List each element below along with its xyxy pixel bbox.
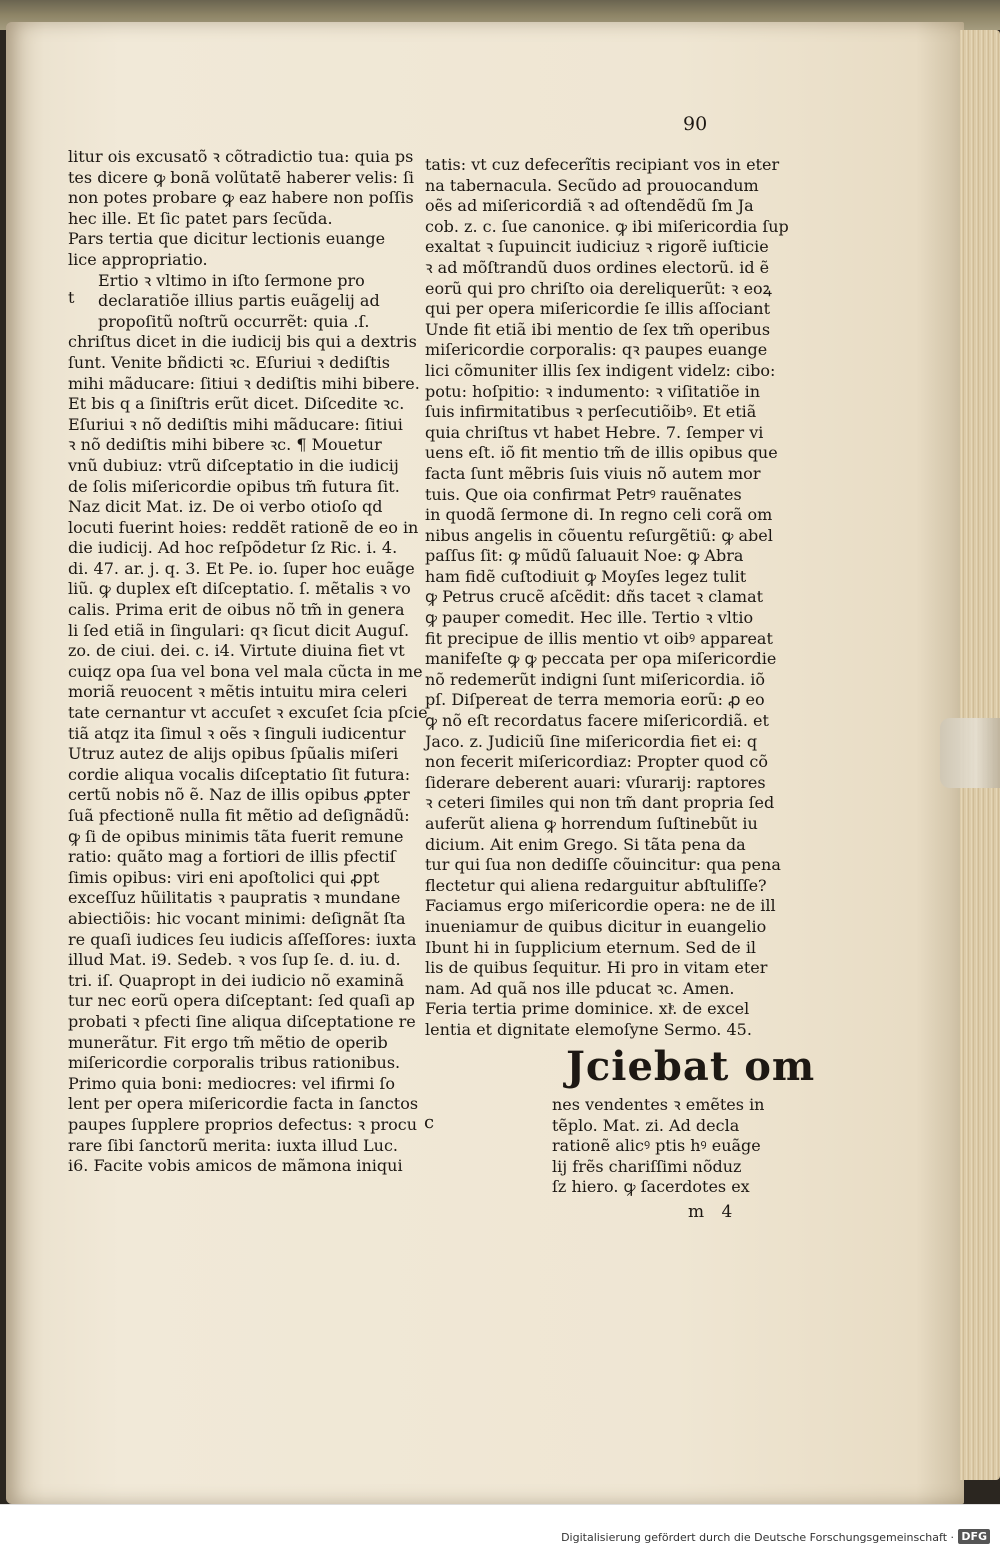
text-line: munerãtur. Fit ergo tm̃ mẽtio de operib	[68, 1032, 388, 1052]
text-line: tẽplo. Mat. zi. Ad decla	[552, 1115, 740, 1135]
text-line: paſſus ſit: ꝙ mũdũ ſaluauit Noe: ꝙ Abra	[425, 546, 744, 566]
text-line: in quodã ſermone di. In regno celi corã om	[425, 505, 773, 525]
text-line: lij frẽs chariſſimi nõduz	[552, 1156, 742, 1176]
margin-letter: t	[68, 288, 75, 307]
text-line: lice appropriatio.	[68, 249, 208, 269]
signature-mark: m 4	[688, 1202, 739, 1222]
text-line: ſimis opibus: viri eni apoſtolici qui ꝓpt	[68, 867, 380, 887]
text-line: propoſitũ noſtrũ occurrẽt: quia .ſ.	[98, 311, 370, 331]
text-line: pſ. Diſpereat de terra memoria eorũ: ꝓ eo	[425, 690, 765, 710]
text-line: non potes probare ꝙ eaz habere non poſſis	[68, 188, 414, 208]
text-line: oẽs ad miſericordiã ꝛ ad oſtendẽdũ ſm Ja	[425, 196, 754, 216]
text-line: tatis: vt cuz defecerĩtis recipiant vos in eter	[425, 155, 780, 174]
text-line: litur ois excusatõ ꝛ cõtradictio tua: quia ps	[68, 147, 414, 166]
text-line: exaltat ꝛ ſupuincit iudiciuz ꝛ rigorẽ iuſticie	[425, 237, 769, 257]
text-line: fit precipue de illis mentio vt oibꝰ appareat	[425, 628, 773, 648]
text-line: tes dicere ꝙ bonã volũtatẽ haberer velis: ſi	[68, 167, 415, 187]
heading-continuation-column	[552, 1095, 765, 1198]
text-line: die iudicij. Ad hoc reſpõdetur ſz Ric. i. 4.	[68, 538, 398, 558]
text-line: paupes ſupplere proprios defectus: ꝛ procu	[68, 1114, 417, 1134]
text-line: nibus angelis in cõuentu reſurgẽtiũ: ꝙ abel	[425, 525, 773, 545]
text-line: calis. Prima erit de oibus nõ tm̃ in genera	[68, 600, 405, 620]
text-line: tiã atqz ita ſimul ꝛ oẽs ꝛ ſinguli iudicentur	[68, 723, 406, 743]
text-line: miſericordie corporalis tribus rationibus.	[68, 1053, 401, 1073]
text-line: na tabernacula. Secũdo ad prouocandum	[425, 175, 759, 195]
initial-guide-letter: c	[424, 1112, 435, 1133]
text-line: lentia et dignitate elemoſyne Sermo. 45.	[425, 1019, 752, 1039]
text-line: Pars tertia que dicitur lectionis euange	[68, 229, 386, 249]
folio-number: 90	[683, 113, 708, 135]
text-line: non fecerit miſericordiaz: Propter quod cõ	[425, 752, 768, 772]
text-line: locuti fuerint hoies: reddẽt rationẽ de eo in	[68, 517, 419, 537]
text-line: Faciamus ergo miſericordie opera: ne de ill	[425, 896, 776, 916]
text-line: Et bis q a ſiniſtris erũt dicet. Diſcedite ꝛc.	[68, 394, 405, 414]
text-line: qui per opera miſericordie ſe illis aſſociant	[425, 299, 771, 319]
text-line: ꝙ nõ eſt recordatus facere miſericordiã. et	[425, 711, 769, 731]
text-line: tur qui ſua non dediſſe cõuincitur: qua pena	[425, 855, 781, 875]
text-line: nam. Ad quã nos ille pducat ꝛc. Amen.	[425, 978, 735, 998]
text-line: Unde fit etiã ibi mentio de ſex tm̃ operibus	[425, 319, 771, 339]
text-line: ratio: quãto mag a fortiori de illis pfectiſ	[68, 847, 396, 867]
text-line: cob. z. c. ſue canonice. ꝙ ibi miſericordia ſup	[425, 216, 789, 236]
text-line: certũ nobis nõ ẽ. Naz de illis opibus ꝓpter	[68, 785, 410, 805]
text-line: abiectiõis: hic vocant minimi: deſignãt ſta	[68, 908, 406, 928]
text-line: mihi mãducare: ſitiui ꝛ dediſtis mihi bibere.	[68, 373, 420, 393]
text-line: zo. de ciui. dei. c. i4. Virtute diuina fiet vt	[68, 641, 405, 661]
text-line: ꝙ ſi de opibus minimis tãta fuerit remune	[68, 826, 404, 846]
text-line: re quaſi iudices ſeu iudicis aſſeſſores: iuxta	[68, 929, 417, 949]
text-line: miſericordie corporalis: qꝛ paupes euange	[425, 340, 768, 360]
text-line: di. 47. ar. j. q. 3. Et Pe. io. ſuper hoc euãge	[68, 558, 415, 578]
text-line: Feria tertia prime dominice. xlͤ. de excel	[425, 999, 750, 1019]
text-line: Primo quia boni: mediocres: vel ifirmi ſo	[68, 1073, 395, 1093]
text-line: i6. Facite vobis amicos de mãmona iniqui	[68, 1156, 403, 1176]
text-line: lis de quibus ſequitur. Hi pro in vitam eter	[425, 958, 768, 978]
text-line: ſiderare deberent auari: vſurarij: raptores	[425, 772, 766, 792]
text-line: ſuã pfectionẽ nulla fit mẽtio ad deſignãdũ:	[68, 806, 410, 825]
text-line: uens eſt. iõ fit mentio tm̃ de illis opibus que	[425, 443, 778, 463]
text-line: illud Mat. i9. Sedeb. ꝛ vos ſup ſe. d. iu. d.	[68, 950, 401, 970]
text-line: lici cõmuniter illis ſex indigent videlz: cibo:	[425, 360, 776, 380]
text-line: eorũ qui pro chriſto oia dereliquerũt: ꝛ eoꝝ	[425, 278, 772, 298]
text-line: Ertio ꝛ vltimo in iſto ſermone pro	[98, 270, 365, 290]
text-line: li ſed etiã in ſingulari: qꝛ ſicut dicit Auguſ.	[68, 620, 410, 640]
text-line: dicium. Ait enim Grego. Si tãta pena da	[425, 834, 746, 854]
text-line: cuiqz opa ſua vel bona vel mala cũcta in me	[68, 661, 423, 681]
text-line: cordie aliqua vocalis diſceptatio ſit futura:	[68, 764, 411, 784]
text-line: ham fidẽ cuſtodiuit ꝙ Moyſes legez tulit	[425, 566, 747, 586]
text-line: probati ꝛ pfecti ſine aliqua diſceptatione re	[68, 1011, 416, 1031]
text-line: ꝙ pauper comedit. Hec ille. Tertio ꝛ vltio	[425, 608, 754, 628]
text-line: ꝛ nõ dediſtis mihi bibere ꝛc. ¶ Mouetur	[68, 435, 382, 455]
text-line: tri. iſ. Quapropt in dei iudicio nõ examinã	[68, 970, 405, 990]
text-line: auferũt aliena ꝙ horrendum ſuſtinebũt iu	[425, 814, 758, 833]
text-line: moriã reuocent ꝛ mẽtis intuitu mira celeri	[68, 682, 408, 702]
text-line: nõ redemerũt indigni ſunt miſericordia. iõ	[425, 669, 766, 689]
page-tab-strip	[940, 718, 1000, 788]
text-line: de ſolis miſericordie opibus tm̃ futura ſit.	[68, 476, 400, 496]
text-line: chriſtus dicet in die iudicij bis qui a dextris	[68, 332, 417, 352]
text-line: Utruz autez de alijs opibus ſpũalis miſeri	[68, 744, 399, 764]
text-line: ſunt. Venite bñdicti ꝛc. Eſuriui ꝛ dediſtis	[68, 352, 390, 372]
text-line: ꝛ ad mõſtrandũ duos ordines electorũ. id ẽ	[425, 257, 770, 277]
text-line: exceſſuz hũilitatis ꝛ paupratis ꝛ mundane	[68, 888, 401, 908]
text-line: manifeſte ꝙ ꝙ peccata per opa miſericordie	[425, 649, 777, 669]
text-line: inueniamur de quibus dicitur in euangelio	[425, 916, 767, 936]
text-line: ſuis infirmitatibus ꝛ perſecutiõibꝰ. Et etiã	[425, 402, 757, 422]
left-text-column	[68, 147, 428, 1177]
text-line: Ibunt hi in ſupplicium eternum. Sed de il	[425, 937, 757, 957]
text-line: Eſuriui ꝛ nõ dediſtis mihi mãducare: ſitiui	[68, 414, 403, 434]
text-line: hec ille. Et ſic patet pars ſecũda.	[68, 208, 333, 228]
text-line: Naz dicit Mat. iz. De oi verbo otioſo qd	[68, 497, 383, 517]
text-line: declaratiõe illius partis euãgelij ad	[98, 291, 380, 311]
dfg-logo: DFG	[958, 1529, 990, 1544]
footer-bar	[0, 1504, 1000, 1553]
sermon-heading-initial: Jciebat om	[566, 1043, 816, 1090]
text-line: potu: hoſpitio: ꝛ indumento: ꝛ viſitatiõe in	[425, 381, 761, 401]
text-line: nes vendentes ꝛ emẽtes in	[552, 1095, 765, 1114]
text-line: tuis. Que oia confirmat Petrꝰ rauẽnates	[425, 484, 742, 504]
text-line: vnũ dubiuz: vtrũ diſceptatio in die iudicij	[68, 455, 399, 475]
text-line: tate cernantur vt accuſet ꝛ excuſet ſcia pſcie	[68, 703, 428, 723]
text-line: lent per opera miſericordie facta in ſanctos	[68, 1094, 419, 1114]
text-line: ſz hiero. ꝙ ſacerdotes ex	[552, 1177, 750, 1197]
digitization-credit: Digitalisierung gefördert durch die Deutsche Forschungsgemeinschaft ·	[561, 1531, 954, 1544]
text-line: quia chriſtus vt habet Hebre. 7. ſemper vi	[425, 422, 764, 442]
text-line: flectetur qui aliena redarguitur abſtuliſſe?	[425, 875, 767, 895]
text-line: ꝙ Petrus crucẽ aſcẽdit: dñs tacet ꝛ clamat	[425, 587, 764, 607]
text-line: ꝛ ceteri ſimiles qui non tm̃ dant propria ſed	[425, 793, 775, 813]
text-line: liũ. ꝙ duplex eſt diſceptatio. ſ. mẽtalis ꝛ vo	[68, 579, 411, 599]
text-line: facta ſunt mẽbris ſuis viuis nõ autem mor	[425, 463, 761, 483]
text-line: tur nec eorũ opera diſceptant: ſed quaſi ap	[68, 991, 415, 1011]
right-text-column	[425, 155, 789, 1041]
text-line: Jaco. z. Judiciũ ſine miſericordia fiet ei: q	[425, 731, 758, 751]
text-line: rare ſibi ſanctorũ merita: iuxta illud Luc.	[68, 1135, 399, 1155]
text-line: rationẽ alicꝰ ptis hꝰ euãge	[552, 1136, 761, 1156]
